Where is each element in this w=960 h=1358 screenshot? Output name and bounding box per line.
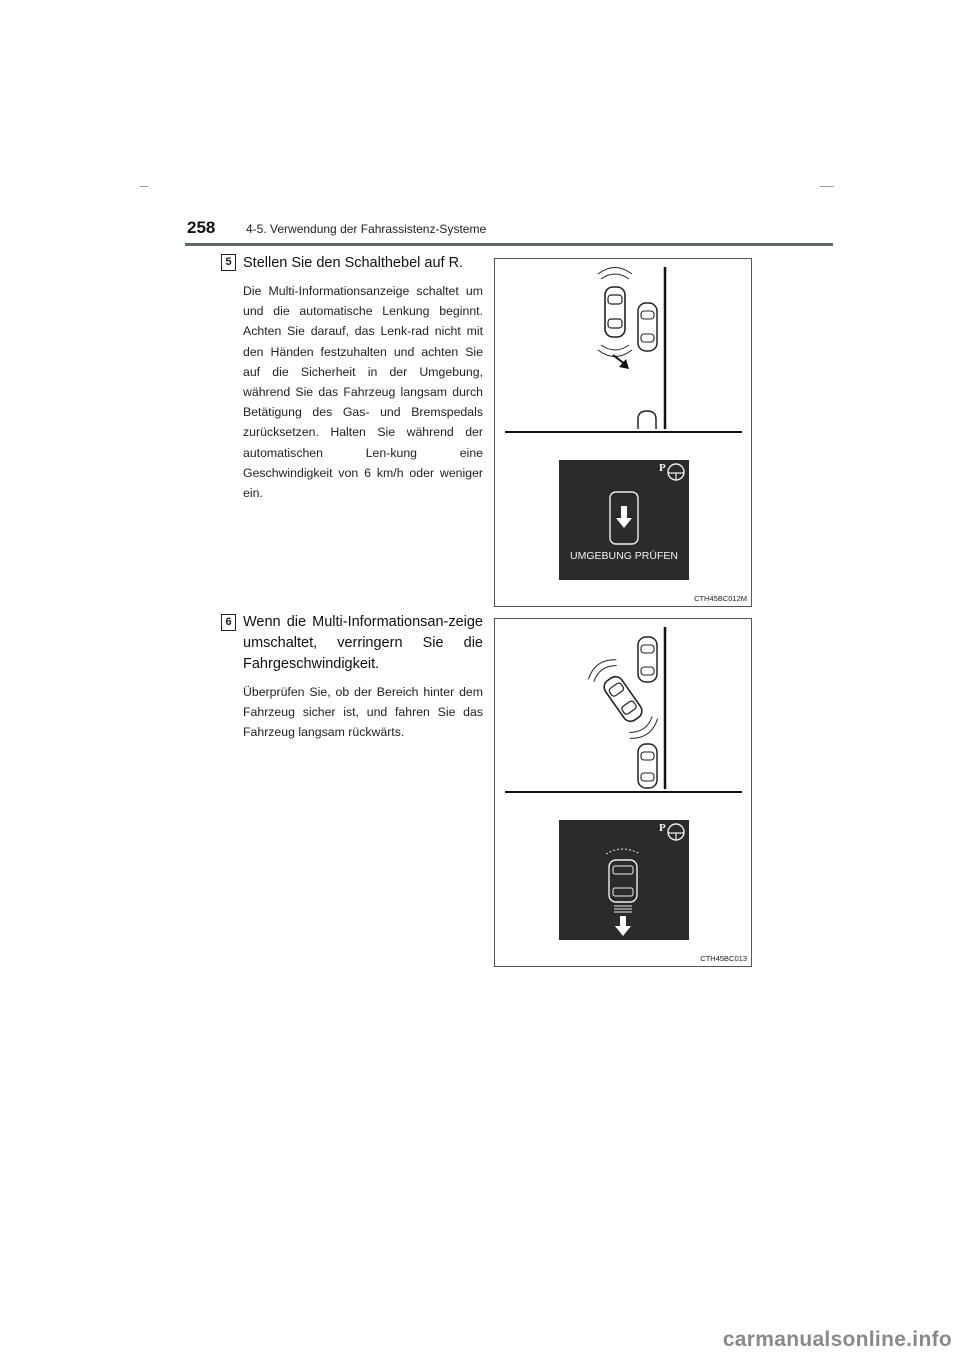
parked-car-icon — [638, 411, 656, 429]
direction-arrow-icon — [613, 355, 629, 369]
watermark: carmanualsonline.info — [722, 1328, 952, 1351]
figure-code: CTH45BC013 — [700, 954, 747, 963]
step-body: Überprüfen Sie, ob der Bereich hinter dem Fahrzeug sicher ist, und fahren Sie das Fahrzeug langsam rückwärts. — [243, 685, 483, 740]
step-number-badge: 6 — [221, 614, 236, 631]
multi-information-display — [559, 820, 689, 940]
chapter-title: 4-5. Verwendung der Fahrassistenz-Systeme — [246, 222, 487, 236]
parked-car-icon — [638, 637, 657, 682]
vehicle-top-view-icon — [606, 849, 640, 912]
reverse-arrow-icon — [615, 916, 631, 936]
step-body: Die Multi-Informationsanzeige schaltet um und die automatische Lenkung beginnt. Achten Sie darauf, das Lenk-rad nicht mit den Händen festzuhalten und achten Sie auf die Sicherheit in der Umgebung, während Sie das Fahrzeug langsam durch Betätigung des Gas- und Bremspedals zurücksetzen. Halten Sie während der automatischen Len-kung eine Geschwindigkeit von 6 km/h oder weniger ein. — [243, 284, 483, 501]
multi-information-display — [559, 460, 689, 580]
figure-code: CTH45BC012M — [694, 594, 747, 603]
step-heading: Stellen Sie den Schalthebel auf R. — [243, 255, 464, 271]
reverse-arrow-icon — [616, 506, 632, 528]
steering-wheel-icon — [668, 464, 684, 480]
header-rule — [185, 243, 833, 246]
step-number-badge: 5 — [221, 254, 236, 271]
parked-car-icon — [638, 303, 657, 351]
parking-indicator-label: P — [659, 462, 666, 474]
crop-mark-right — [820, 186, 834, 187]
illustration-figure — [494, 258, 752, 607]
page-number: 258 — [187, 218, 216, 237]
step-heading: Wenn die Multi-Informationsan-zeige umschaltet, verringern Sie die Fahrgeschwindigkeit. — [243, 614, 483, 672]
parking-indicator-label: P — [659, 822, 666, 834]
crop-mark-left — [140, 186, 148, 187]
illustration-figure — [494, 618, 752, 967]
own-car-icon — [598, 268, 632, 357]
steering-wheel-icon — [668, 824, 684, 840]
display-message: UMGEBUNG PRÜFEN — [570, 550, 678, 562]
parked-car-icon — [638, 744, 657, 788]
